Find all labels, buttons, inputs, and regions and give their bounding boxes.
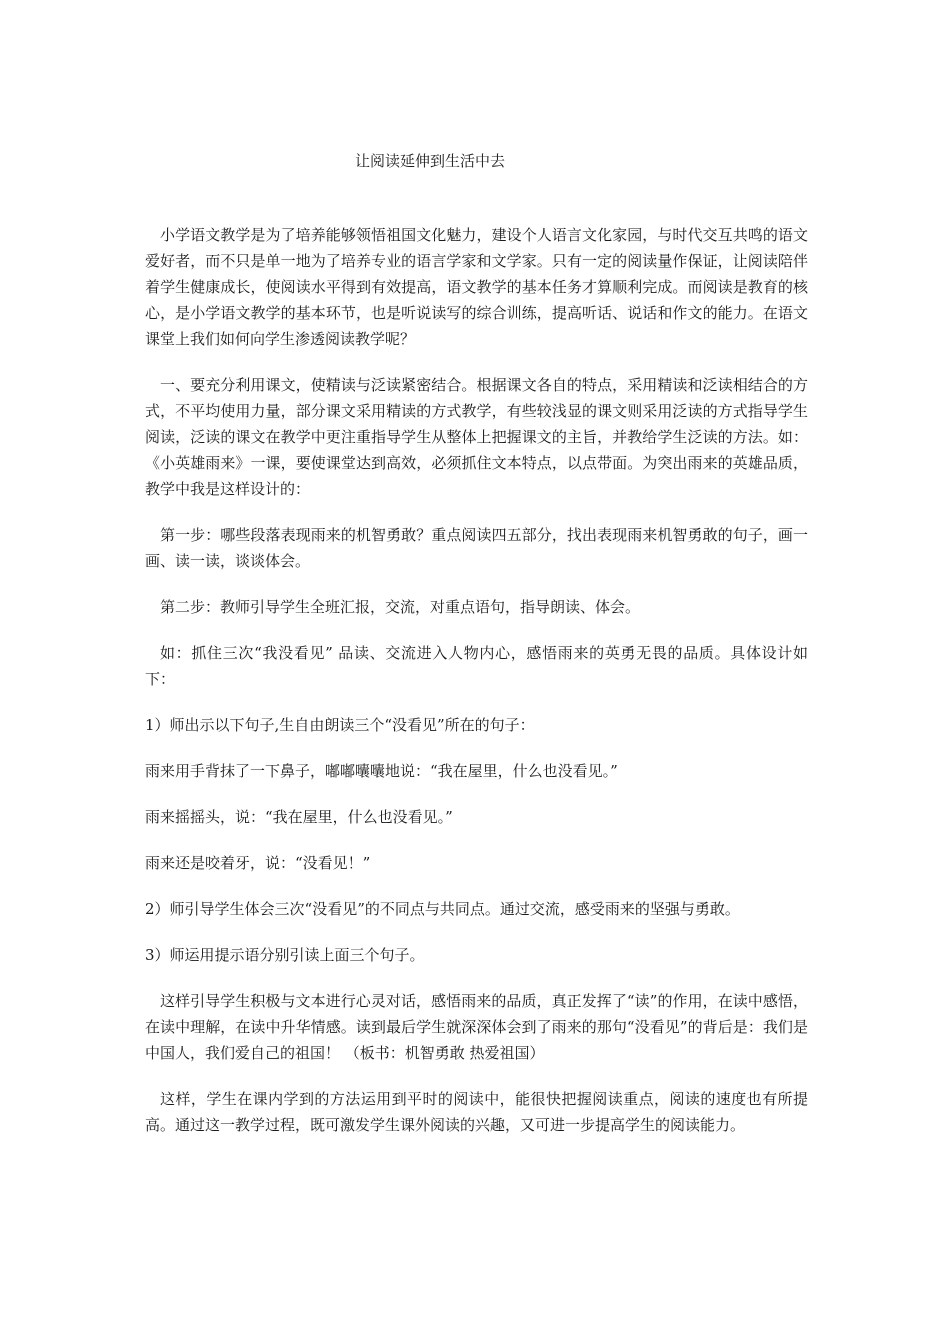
paragraph-conclusion: 这样，学生在课内学到的方法运用到平时的阅读中，能很快把握阅读重点，阅读的速度也有所提高。通过这一教学过程，既可激发学生课外阅读的兴趣，又可进一步提高学生的阅读能力。 — [145, 1090, 808, 1134]
document-title: 让阅读延伸到生活中去 — [354, 152, 505, 170]
document-body — [145, 222, 808, 1158]
paragraph-reflection: 这样引导学生积极与文本进行心灵对话，感悟雨来的品质，真正发挥了“读”的作用，在读中感悟，在读中理解，在读中升华情感。读到最后学生就深深体会到了雨来的那句“没看见”的背后是：我们是中国人，我们爱自己的祖国！ （板书：机智勇敢 热爱祖国） — [145, 992, 808, 1062]
paragraph-step-two: 第二步：教师引导学生全班汇报，交流，对重点语句，指导朗读、体会。 — [160, 598, 641, 616]
paragraph-quote-2: 雨来摇摇头，说：“我在屋里，什么也没看见。” — [145, 808, 453, 826]
paragraph-quote-3: 雨来还是咬着牙，说：“没看见！” — [145, 854, 371, 872]
paragraph-quote-1: 雨来用手背抹了一下鼻子，嘟嘟囔囔地说：“我在屋里，什么也没看见。” — [145, 762, 618, 780]
paragraph-item-1: 1）师出示以下句子,生自由朗读三个“没看见”所在的句子： — [145, 716, 535, 734]
paragraph-step-one: 第一步：哪些段落表现雨来的机智勇敢？重点阅读四五部分，找出表现雨来机智勇敢的句子，画一画、读一读，谈谈体会。 — [145, 526, 808, 570]
paragraph-item-2: 2）师引导学生体会三次“没看见”的不同点与共同点。通过交流，感受雨来的坚强与勇敢。 — [145, 900, 740, 918]
paragraph-item-3: 3）师运用提示语分别引读上面三个句子。 — [145, 946, 425, 964]
paragraph-section-one: 一、要充分利用课文，使精读与泛读紧密结合。根据课文各自的特点，采用精读和泛读相结合的方式，不平均使用力量，部分课文采用精读的方式教学，有些较浅显的课文则采用泛读的方式指导学生阅读，泛读的课文在教学中更注重指导学生从整体上把握课文的主旨，并教给学生泛读的方法。如：《小英雄雨来》一课，要使课堂达到高效，必须抓住文本特点，以点带面。为突出雨来的英雄品质，教学中我是这样设计的： — [145, 376, 808, 498]
paragraph-intro: 小学语文教学是为了培养能够领悟祖国文化魅力，建设个人语言文化家园，与时代交互共鸣的语文爱好者，而不只是单一地为了培养专业的语言学家和文学家。只有一定的阅读量作保证，让阅读陪伴着学生健康成长，使阅读水平得到有效提高，语文教学的基本任务才算顺利完成。而阅读是教育的核心，是小学语文教学的基本环节，也是听说读写的综合训练，提高听话、说话和作文的能力。在语文课堂上我们如何向学生渗透阅读教学呢？ — [145, 226, 808, 348]
paragraph-example: 如：抓住三次“我没看见” 品读、交流进入人物内心，感悟雨来的英勇无畏的品质。具体设计如下： — [145, 644, 808, 688]
